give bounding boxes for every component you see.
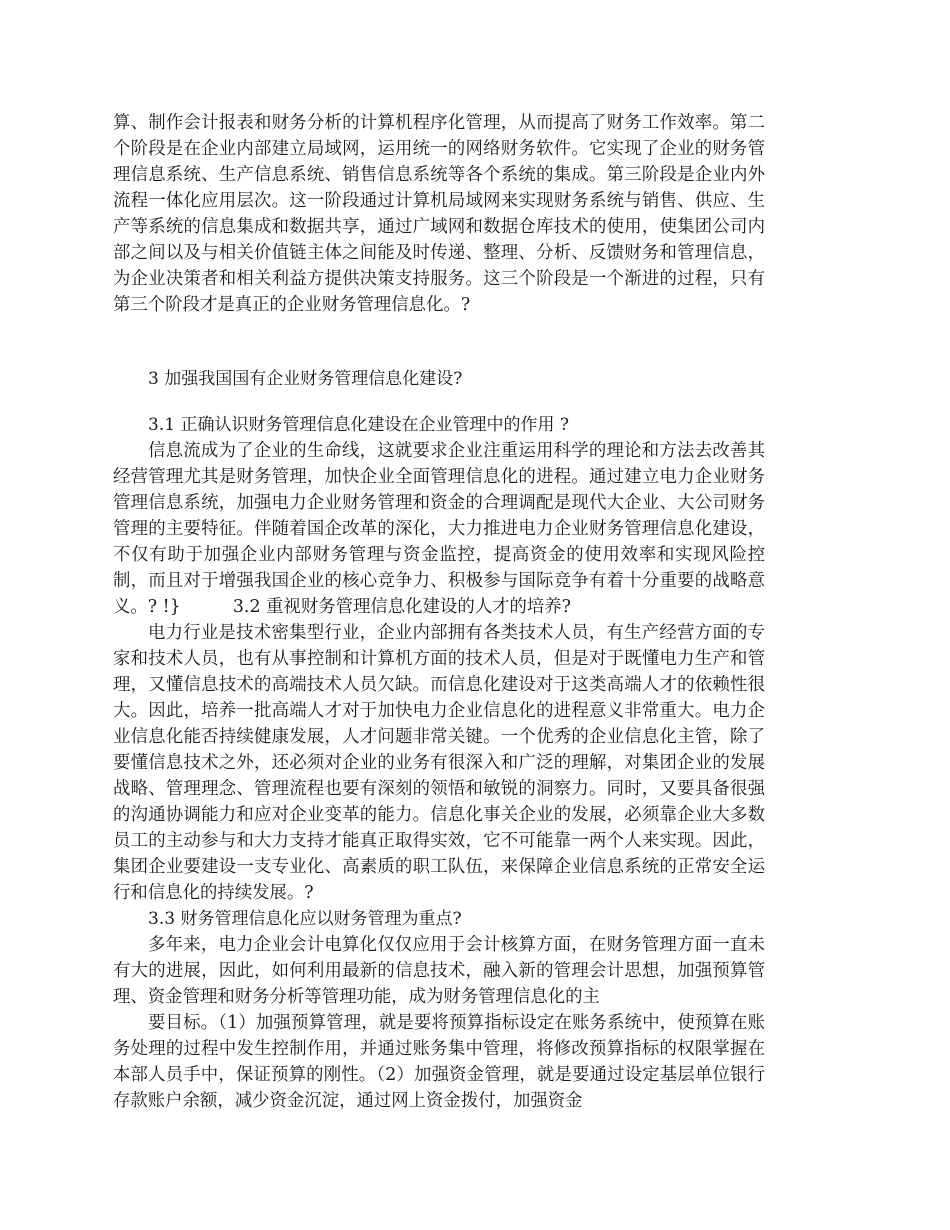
section-3-2-paragraph: 电力行业是技术密集型行业，企业内部拥有各类技术人员，有生产经营方面的专家和技术人员，也有从事控制和计算机方面的技术人员，但是对于既懂电力生产和管理，又懂信息技术的高端技术人员欠缺。而信息化建设对于这类高端人才的依赖性很大。因此，培养一批高端人才对于加快电力企业信息化的进程意义非常重大。电力企业信息化能否持续健康发展，人才问题非常关键。一个优秀的企业信息化主管，除了要懂信息技术之外，还必须对企业的业务有很深入和广泛的理解，对集团企业的发展战略、管理理念、管理流程也要有深刻的领悟和敏锐的洞察力。同时，又要具备很强的沟通协调能力和应对企业变革的能力。信息化事关企业的发展，必须靠企业大多数员工的主动参与和大力支持才能真正取得实效，它不可能靠一两个人来实现。因此，集团企业要建设一支专业化、高素质的职工队伍，来保障企业信息系统的正常安全运行和信息化的持续发展。?: [113, 623, 765, 903]
section-3-3-paragraph: 多年来，电力企业会计电算化仅仅应用于会计核算方面，在财务管理方面一直未有大的进展，因此，如何利用最新的信息技术，融入新的管理会计思想，加强预算管理、资金管理和财务分析等管理功能，成为财务管理信息化的主: [113, 935, 765, 1007]
section-3-1-paragraph: 信息流成为了企业的生命线，这就要求企业注重运用科学的理论和方法去改善其经营管理尤其是财务管理，加快企业全面管理信息化的进程。通过建立电力企业财务管理信息系统，加强电力企业财务管理和资金的合理调配是现代大企业、大公司财务管理的主要特征。伴随着国企改革的深化，大力推进电力企业财务管理信息化建设，不仅有助于加强企业内部财务管理与资金监控，提高资金的使用效率和实现风险控制，而且对于增强我国企业的核心竞争力、积极参与国际竞争有着十分重要的战略意义。? !} 3.2 重视财务管理信息化建设的人才的培养?: [113, 441, 765, 617]
spacer: [113, 392, 765, 412]
intro-paragraph: 算、制作会计报表和财务分析的计算机程序化管理，从而提高了财务工作效率。第二个阶段是在企业内部建立局域网，运用统一的网络财务软件。它实现了企业的财务管理信息系统、生产信息系统、销售信息系统等各个系统的集成。第三阶段是企业内外流程一体化应用层次。这一阶段通过计算机局域网来实现财务系统与销售、供应、生产等系统的信息集成和数据共享，通过广域网和数据仓库技术的使用，使集团公司内部之间以及与相关价值链主体之间能及时传递、整理、分析、反馈财务和管理信息，为企业决策者和相关利益方提供决策支持服务。这三个阶段是一个渐进的过程，只有第三个阶段才是真正的企业财务管理信息化。?: [113, 113, 765, 315]
section-3-1-heading: 3.1 正确认识财务管理信息化建设在企业管理中的作用 ?: [148, 415, 569, 435]
section-3-3-heading: 3.3 财务管理信息化应以财务管理为重点?: [148, 909, 462, 929]
spacer: [113, 318, 765, 366]
section-3-heading: 3 加强我国国有企业财务管理信息化建设?: [148, 369, 463, 389]
section-3-3-paragraph-continued: 要目标。（1）加强预算管理，就是要将预算指标设定在账务系统中，使预算在账务处理的过程中发生控制作用，并通过账务集中管理，将修改预算指标的权限掌握在本部人员手中，保证预算的刚性。（2）加强资金管理，就是要通过设定基层单位银行存款账户余额，减少资金沉淀，通过网上资金拨付，加强资金: [113, 1013, 765, 1111]
document-page: [113, 110, 765, 1114]
